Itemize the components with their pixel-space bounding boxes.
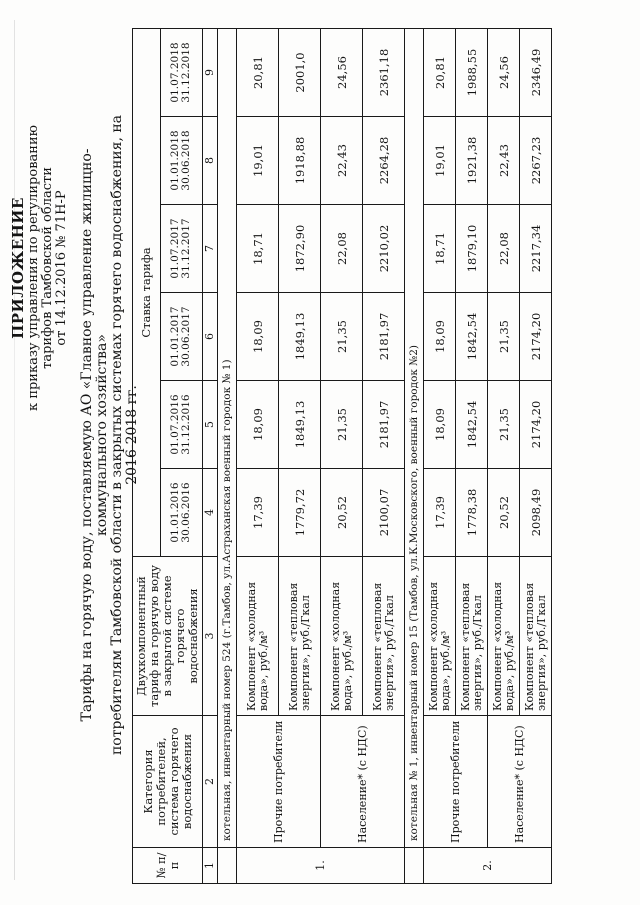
tariff-value: 21,35 xyxy=(488,293,520,381)
tariff-value: 18,09 xyxy=(424,293,456,381)
appendix-line-1: к приказу управления по регулированию xyxy=(26,125,41,411)
consumer-category: Прочие потребители xyxy=(424,716,488,848)
header-num: № п/п xyxy=(133,848,203,884)
tariff-value: 1778,38 xyxy=(456,469,488,557)
tariff-value: 2346,49 xyxy=(520,28,552,116)
tariff-value: 2264,28 xyxy=(363,117,405,205)
tariff-value: 24,56 xyxy=(488,28,520,116)
section-title: котельная, инвентарный номер 524 (г.Тамбов, ул.Астраханская военный городок № 1) xyxy=(218,28,237,847)
tariff-value: 2361,18 xyxy=(363,28,405,116)
table-row xyxy=(488,28,520,883)
tariff-value: 1921,38 xyxy=(456,117,488,205)
tariff-value: 17,39 xyxy=(424,469,456,557)
tariff-value: 1918,88 xyxy=(279,117,321,205)
tariff-value: 22,43 xyxy=(321,117,363,205)
tariff-value: 24,56 xyxy=(321,28,363,116)
tariff-value: 18,71 xyxy=(237,205,279,293)
section-title-row xyxy=(405,28,424,883)
tariff-value: 19,01 xyxy=(424,117,456,205)
table-row xyxy=(424,28,456,883)
tariff-value: 1849,13 xyxy=(279,381,321,469)
tariff-value: 1988,55 xyxy=(456,28,488,116)
tariff-value: 1842,54 xyxy=(456,293,488,381)
title-line-1: Тарифы на горячую воду, поставляемую АО «Главное управление жилищно-коммунального хозяйства» xyxy=(79,148,110,722)
consumer-category: Прочие потребители xyxy=(237,716,321,848)
column-index: 9 xyxy=(203,28,218,116)
tariff-value: 21,35 xyxy=(488,381,520,469)
column-index: 4 xyxy=(203,469,218,557)
tariff-value: 2001,0 xyxy=(279,28,321,116)
component-label: Компонент «холодная вода», руб./м³ xyxy=(424,557,456,716)
period-header: 01.01.2018 30.06.2018 xyxy=(160,117,202,205)
component-label: Компонент «тепловая энергия», руб./Гкал xyxy=(279,557,321,716)
tariff-value: 18,09 xyxy=(424,381,456,469)
consumer-category: Население* (с НДС) xyxy=(321,716,405,848)
consumer-category: Население* (с НДС) xyxy=(488,716,552,848)
tariff-value: 2217,34 xyxy=(520,205,552,293)
tariff-value: 1879,10 xyxy=(456,205,488,293)
column-index: 8 xyxy=(203,117,218,205)
tariff-value: 1779,72 xyxy=(279,469,321,557)
tariff-value: 21,35 xyxy=(321,381,363,469)
header-row xyxy=(133,28,161,883)
column-index-row xyxy=(203,28,218,883)
column-index: 3 xyxy=(203,557,218,716)
period-header: 01.07.2016 31.12.2016 xyxy=(160,381,202,469)
tariff-value: 20,52 xyxy=(488,469,520,557)
appendix-line-2: тарифов Тамбовской области xyxy=(40,167,55,369)
tariff-value: 20,81 xyxy=(237,28,279,116)
tariff-value: 2174,20 xyxy=(520,293,552,381)
column-index: 1 xyxy=(203,848,218,884)
component-label: Компонент «тепловая энергия», руб./Гкал xyxy=(363,557,405,716)
tariff-value: 20,52 xyxy=(321,469,363,557)
column-index: 5 xyxy=(203,381,218,469)
section-title-row xyxy=(218,28,237,883)
column-index: 7 xyxy=(203,205,218,293)
period-header: 01.01.2017 30.06.2017 xyxy=(160,293,202,381)
section-number: 1. xyxy=(237,848,405,884)
section-title: котельная № 1, инвентарный номер 15 (Тамбов, ул.К.Московского, военный городок №2) xyxy=(405,28,424,847)
tariff-value: 22,08 xyxy=(488,205,520,293)
component-label: Компонент «холодная вода», руб./м³ xyxy=(237,557,279,716)
table-row xyxy=(237,28,279,883)
period-header: 01.01.2016 30.06.2016 xyxy=(160,469,202,557)
tariff-value: 1842,54 xyxy=(456,381,488,469)
appendix-block xyxy=(10,48,69,488)
tariff-value: 20,81 xyxy=(424,28,456,116)
tariff-value: 19,01 xyxy=(237,117,279,205)
header-category: Категория потребителей, система горячего водоснабжения xyxy=(133,716,203,848)
tariff-value: 2100,07 xyxy=(363,469,405,557)
tariff-value: 17,39 xyxy=(237,469,279,557)
header-rate: Ставка тарифа xyxy=(133,28,161,556)
tariff-value: 18,09 xyxy=(237,381,279,469)
tariff-value: 18,71 xyxy=(424,205,456,293)
section-number: 2. xyxy=(424,848,552,884)
section-number-spacer xyxy=(218,848,237,884)
component-label: Компонент «тепловая энергия», руб./Гкал xyxy=(520,557,552,716)
tariff-value: 2181,97 xyxy=(363,381,405,469)
rotated-sheet xyxy=(2,0,632,900)
tariff-value: 18,09 xyxy=(237,293,279,381)
appendix-line-3: от 14.12.2016 № 71Н-Р xyxy=(54,190,69,346)
appendix-label: ПРИЛОЖЕНИЕ xyxy=(9,197,27,339)
header-component: Двухкомпонентный тариф на горячую воду в закрытой системе горячего водоснабжения xyxy=(133,557,203,716)
column-index: 6 xyxy=(203,293,218,381)
table-row xyxy=(321,28,363,883)
tariff-value: 1872,90 xyxy=(279,205,321,293)
tariff-value: 2098,49 xyxy=(520,469,552,557)
tariff-value: 2181,97 xyxy=(363,293,405,381)
tariff-value: 1849,13 xyxy=(279,293,321,381)
tariff-value: 2267,23 xyxy=(520,117,552,205)
tariff-value: 22,08 xyxy=(321,205,363,293)
component-label: Компонент «тепловая энергия», руб./Гкал xyxy=(456,557,488,716)
tariff-value: 21,35 xyxy=(321,293,363,381)
tariff-value: 2210,02 xyxy=(363,205,405,293)
tariff-table xyxy=(132,28,552,884)
tariff-value: 22,43 xyxy=(488,117,520,205)
period-header: 01.07.2017 31.12.2017 xyxy=(160,205,202,293)
period-header: 01.07.2018 31.12.2018 xyxy=(160,28,202,116)
column-index: 2 xyxy=(203,716,218,848)
title-line-2: потребителям Тамбовской области в закрытых системах горячего водоснабжения, на 2016-2018 гг. xyxy=(109,114,140,756)
tariff-value: 2174,20 xyxy=(520,381,552,469)
component-label: Компонент «холодная вода», руб./м³ xyxy=(321,557,363,716)
section-number-spacer xyxy=(405,848,424,884)
document-title xyxy=(80,100,140,770)
component-label: Компонент «холодная вода», руб./м³ xyxy=(488,557,520,716)
